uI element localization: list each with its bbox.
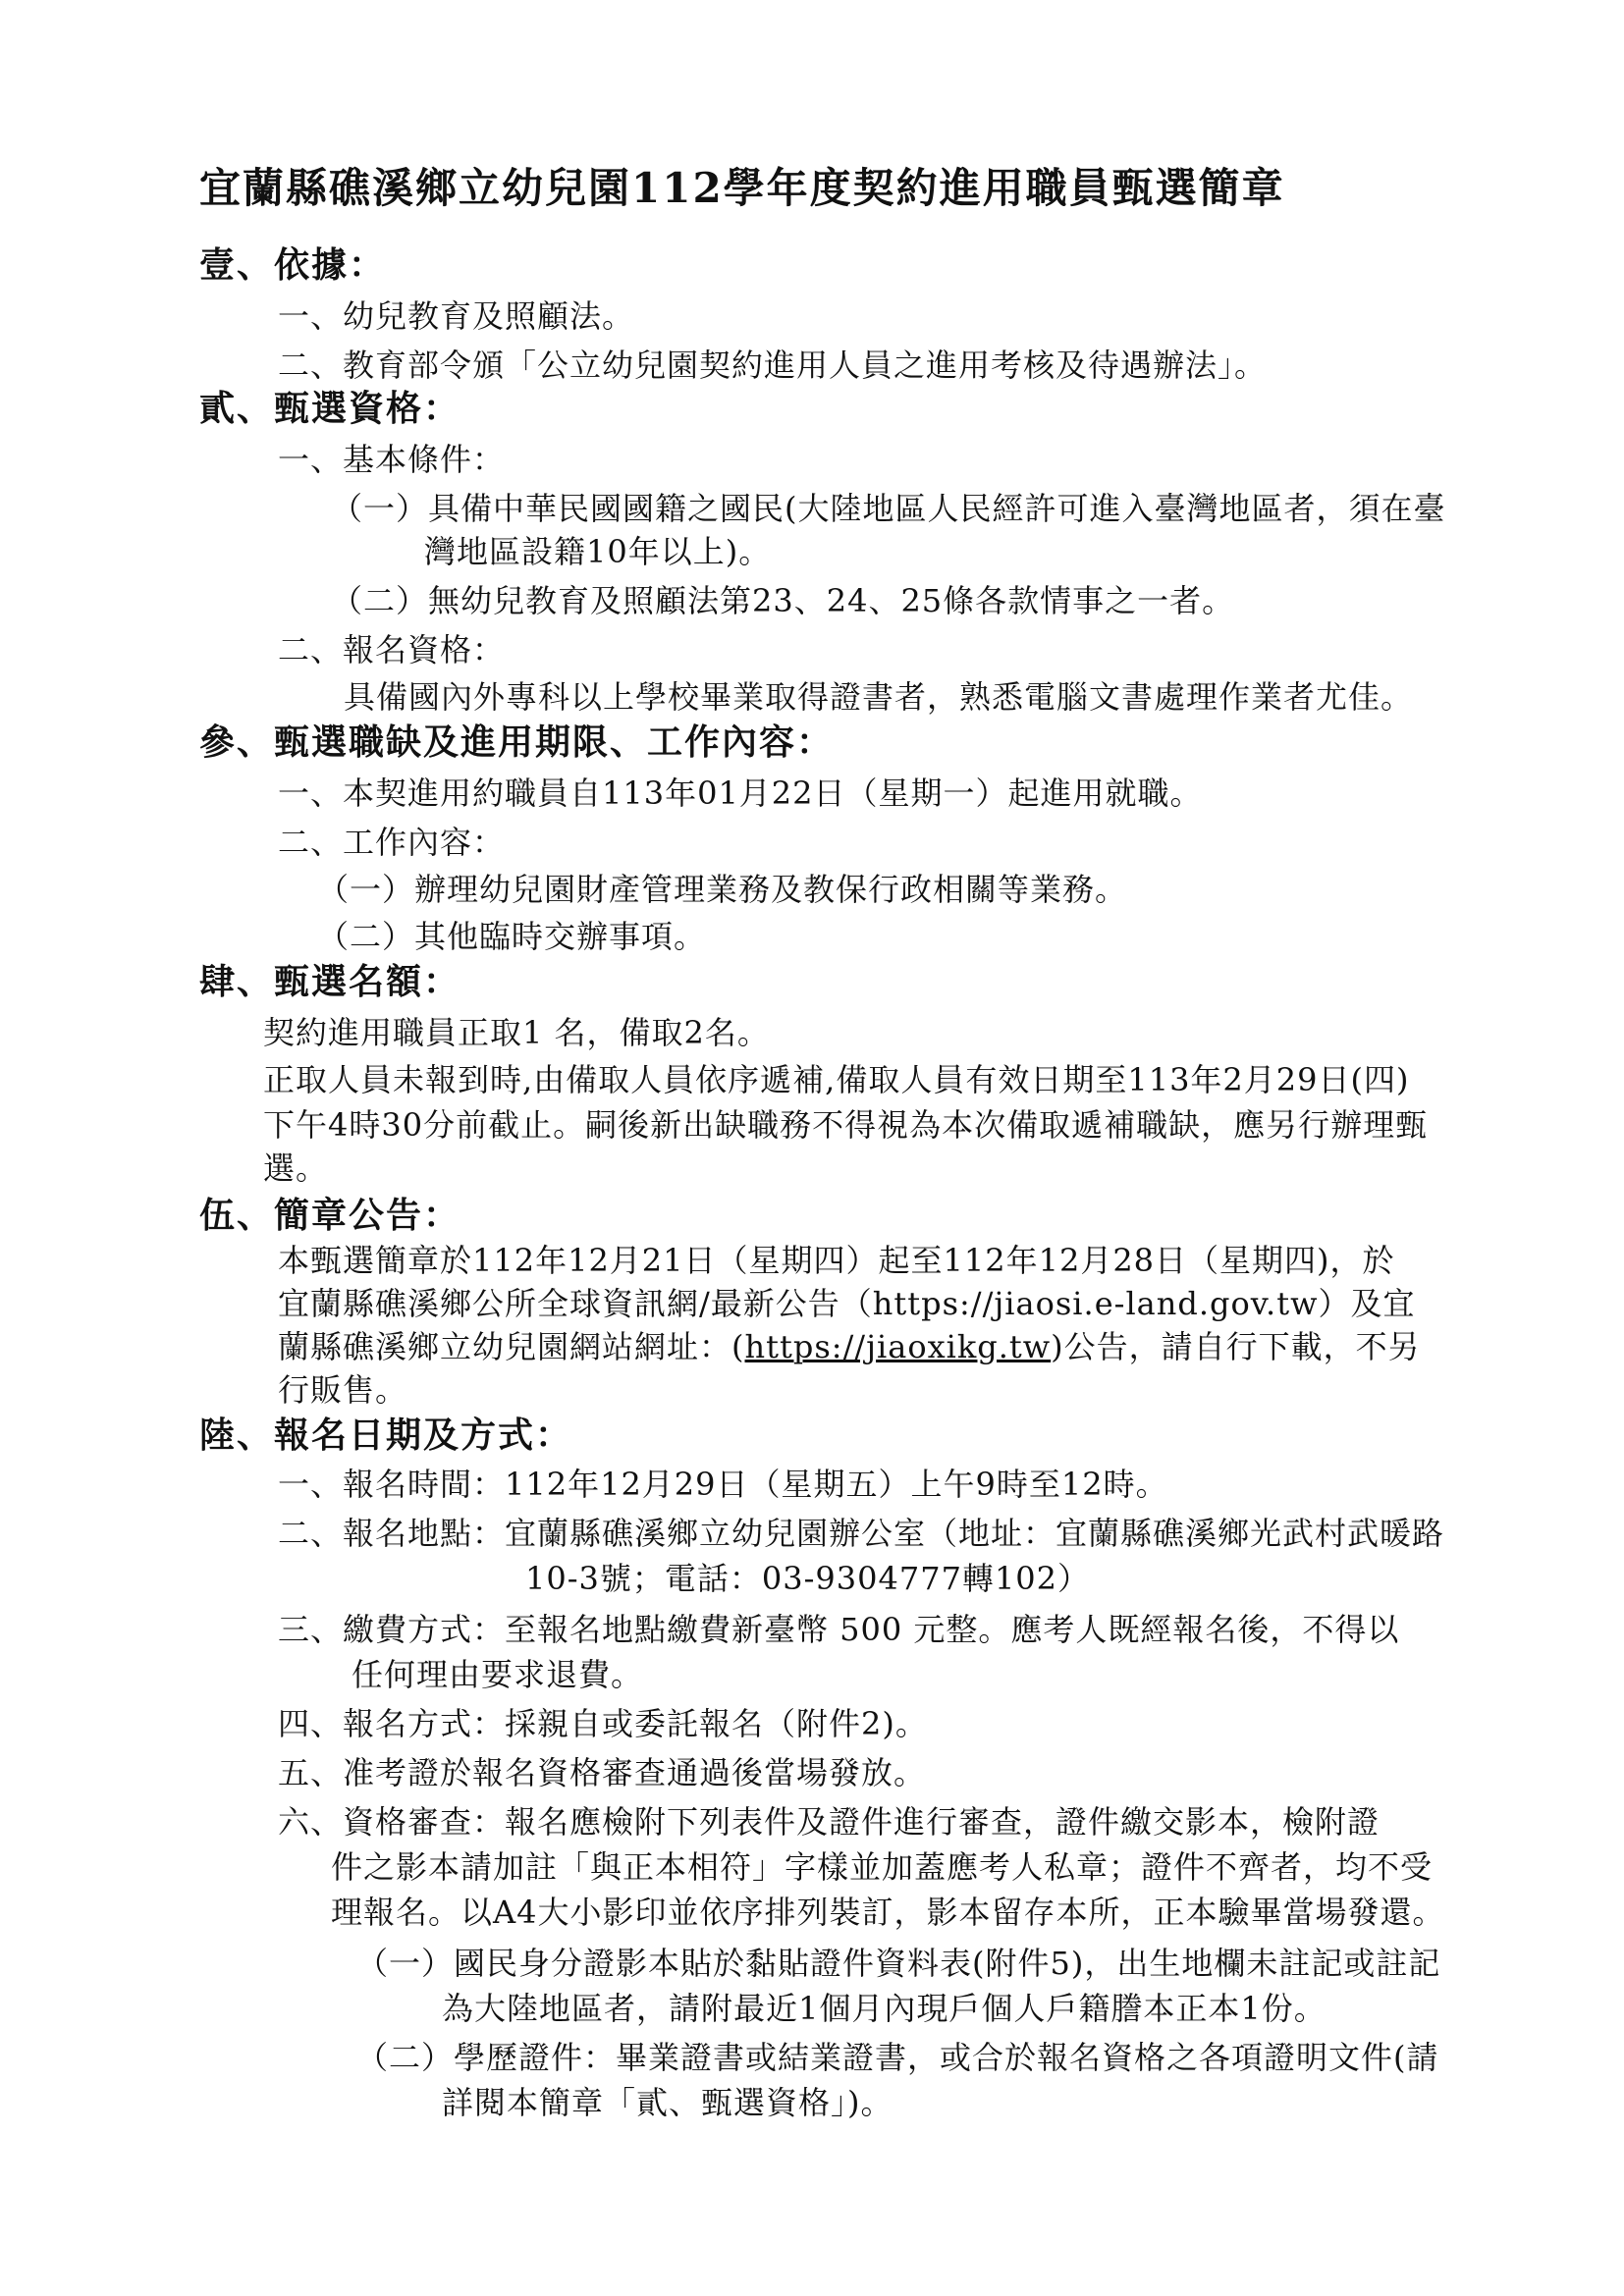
registration-review-cont-1: 件之影本請加註「與正本相符」字樣並加蓋應考人私章；證件不齊者，均不受 — [331, 1848, 1434, 1886]
qualification-application: 二、報名資格： — [278, 631, 506, 668]
announcement-line-3 — [278, 1325, 1421, 1368]
registration-method: 四、報名方式：採親自或委託報名（附件2)。 — [278, 1705, 928, 1742]
registration-location-cont: 10-3號；電話：03-9304777轉102） — [525, 1560, 1091, 1597]
registration-fee-cont: 任何理由要求退費。 — [352, 1656, 644, 1693]
registration-fee: 三、繳費方式：至報名地點繳費新臺幣 500 元整。應考人既經報名後，不得以 — [278, 1611, 1400, 1648]
qualification-basic-2: （二）無幼兒教育及照顧法第23、24、25條各款情事之一者。 — [331, 582, 1235, 619]
quota-line-3: 下午4時30分前截止。嗣後新出缺職務不得視為本次備取遞補職缺，應另行辦理甄 — [263, 1106, 1429, 1144]
registration-review-item-2: （二）學歷證件：畢業證書或結業證書，或合於報名資格之各項證明文件(請 — [356, 2039, 1439, 2076]
registration-review-item-1: （一）國民身分證影本貼於黏貼證件資料表(附件5)，出生地欄未註記或註記 — [356, 1945, 1441, 1982]
section-heading-registration: 陸、報名日期及方式： — [199, 1415, 573, 1456]
registration-time: 一、報名時間：112年12月29日（星期五）上午9時至12時。 — [278, 1466, 1168, 1503]
registration-review-item-2-cont: 詳閱本簡章「貳、甄選資格」)。 — [442, 2084, 893, 2121]
basis-item-1: 一、幼兒教育及照顧法。 — [278, 297, 635, 335]
section-heading-basis: 壹、依據： — [199, 244, 387, 286]
vacancy-start-date: 一、本契進用約職員自113年01月22日（星期一）起進用就職。 — [278, 774, 1203, 812]
registration-review-item-1-cont: 為大陸地區者，請附最近1個月內現戶個人戶籍謄本正本1份。 — [442, 1990, 1326, 2027]
qualification-basic-1: （一）具備中華民國國籍之國民(大陸地區人民經許可進入臺灣地區者，須在臺 — [331, 490, 1446, 527]
qualification-application-text: 具備國內外專科以上學校畢業取得證書者，熟悉電腦文書處理作業者尤佳。 — [344, 678, 1414, 716]
announcement-line-2: 宜蘭縣礁溪鄉公所全球資訊網/最新公告（https://jiaosi.e-land.gov.tw）及宜 — [278, 1285, 1416, 1322]
quota-line-4: 選。 — [263, 1149, 329, 1187]
registration-review-cont-2: 理報名。以A4大小影印並依序排列裝訂，影本留存本所，正本驗畢當場發還。 — [331, 1894, 1445, 1931]
section-heading-qualifications: 貳、甄選資格： — [199, 388, 461, 429]
announcement-line-3-prefix: 蘭縣礁溪鄉立幼兒園網站網址：( — [278, 1328, 745, 1365]
vacancy-duties: 二、工作內容： — [278, 824, 506, 861]
registration-admission-ticket: 五、准考證於報名資格審查通過後當場發放。 — [278, 1754, 927, 1791]
qualification-basic-1-cont: 灣地區設籍10年以上)。 — [424, 533, 772, 570]
section-heading-announcement: 伍、簡章公告： — [199, 1195, 461, 1236]
announcement-line-1: 本甄選簡章於112年12月21日（星期四）起至112年12月28日（星期四)，於 — [278, 1242, 1395, 1279]
announcement-line-3-suffix: )公告，請自行下載，不另 — [1051, 1328, 1421, 1365]
vacancy-duty-2: （二）其他臨時交辦事項。 — [317, 918, 707, 955]
registration-review: 六、資格審查：報名應檢附下列表件及證件進行審查，證件繳交影本，檢附證 — [278, 1803, 1380, 1841]
registration-location: 二、報名地點：宜蘭縣礁溪鄉立幼兒園辦公室（地址：宜蘭縣礁溪鄉光武村武暖路 — [278, 1515, 1445, 1552]
kindergarten-website-link[interactable]: https://jiaoxikg.tw — [744, 1328, 1052, 1365]
page-title: 宜蘭縣礁溪鄉立幼兒園112學年度契約進用職員甄選簡章 — [199, 164, 1285, 212]
basis-item-2: 二、教育部令頒「公立幼兒園契約進用人員之進用考核及待遇辦法」。 — [278, 347, 1268, 384]
quota-line-1: 契約進用職員正取1 名，備取2名。 — [263, 1014, 770, 1051]
section-heading-quota: 肆、甄選名額： — [199, 961, 461, 1002]
section-heading-vacancy: 參、甄選職缺及進用期限、工作內容： — [199, 721, 835, 763]
vacancy-duty-1: （一）辦理幼兒園財產管理業務及教保行政相關等業務。 — [317, 871, 1128, 908]
qualification-basic: 一、基本條件： — [278, 441, 506, 478]
quota-line-2: 正取人員未報到時,由備取人員依序遞補,備取人員有效日期至113年2月29日(四) — [263, 1061, 1410, 1098]
announcement-line-4: 行販售。 — [278, 1371, 408, 1409]
